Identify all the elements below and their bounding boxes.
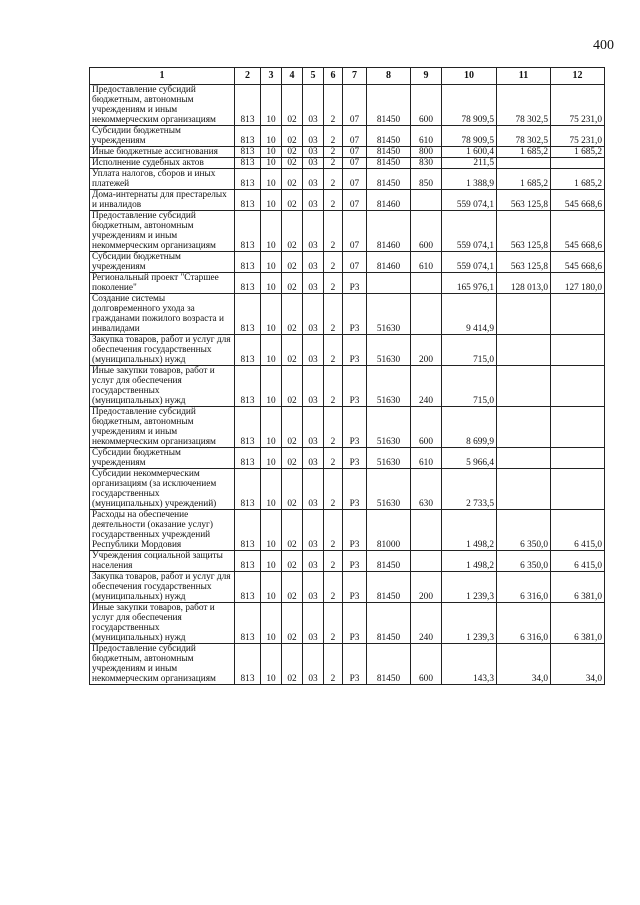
row-code-program: 03 — [303, 294, 324, 335]
row-code-section: 10 — [261, 85, 282, 126]
row-amount-current: 2 733,5 — [442, 469, 497, 510]
row-amount-current: 715,0 — [442, 366, 497, 407]
row-code-subprogram: 2 — [324, 366, 343, 407]
row-code-subprogram: 2 — [324, 469, 343, 510]
row-amount-next — [497, 407, 551, 448]
row-amount-following: 1 685,2 — [551, 147, 605, 158]
row-code-program: 03 — [303, 510, 324, 551]
column-header: 8 — [367, 68, 411, 85]
table-row — [90, 147, 605, 158]
row-code-direction: 51630 — [367, 448, 411, 469]
row-code-program: 03 — [303, 190, 324, 211]
row-code-subsection: 02 — [282, 126, 303, 147]
row-code-expense-type: 850 — [411, 169, 442, 190]
column-header: 7 — [343, 68, 367, 85]
table-row — [90, 273, 605, 294]
row-code-admin: 813 — [235, 169, 261, 190]
row-code-program: 03 — [303, 147, 324, 158]
row-code-event: P3 — [343, 603, 367, 644]
row-code-subprogram: 2 — [324, 273, 343, 294]
row-code-expense-type: 240 — [411, 366, 442, 407]
row-code-subprogram: 2 — [324, 211, 343, 252]
row-name: Субсидии бюджетным учреждениям — [90, 448, 235, 469]
row-amount-current: 559 074,1 — [442, 190, 497, 211]
row-amount-following: 1 685,2 — [551, 169, 605, 190]
row-amount-next — [497, 294, 551, 335]
row-code-section: 10 — [261, 335, 282, 366]
row-code-expense-type: 600 — [411, 211, 442, 252]
row-code-event: P3 — [343, 366, 367, 407]
row-amount-next: 78 302,5 — [497, 85, 551, 126]
row-code-program: 03 — [303, 85, 324, 126]
row-name: Создание системы долговременного ухода за гражданами пожилого возраста и инвалидами — [90, 294, 235, 335]
row-code-section: 10 — [261, 147, 282, 158]
row-code-direction: 81450 — [367, 603, 411, 644]
row-code-subsection: 02 — [282, 469, 303, 510]
row-amount-next — [497, 469, 551, 510]
table-row — [90, 294, 605, 335]
page-number: 400 — [593, 38, 614, 53]
row-name: Субсидии бюджетным учреждениям — [90, 126, 235, 147]
row-code-direction: 81450 — [367, 169, 411, 190]
row-code-expense-type: 610 — [411, 448, 442, 469]
row-code-subprogram: 2 — [324, 294, 343, 335]
row-code-subsection: 02 — [282, 294, 303, 335]
row-code-subprogram: 2 — [324, 85, 343, 126]
row-amount-current: 559 074,1 — [442, 252, 497, 273]
row-amount-following: 75 231,0 — [551, 85, 605, 126]
row-code-event: 07 — [343, 126, 367, 147]
row-code-program: 03 — [303, 407, 324, 448]
row-code-subprogram: 2 — [324, 644, 343, 685]
row-code-program: 03 — [303, 273, 324, 294]
row-code-admin: 813 — [235, 273, 261, 294]
row-code-program: 03 — [303, 126, 324, 147]
row-amount-following: 545 668,6 — [551, 252, 605, 273]
row-code-section: 10 — [261, 190, 282, 211]
row-amount-following — [551, 335, 605, 366]
row-code-event: P3 — [343, 510, 367, 551]
table-row — [90, 190, 605, 211]
row-code-subprogram: 2 — [324, 603, 343, 644]
row-code-program: 03 — [303, 335, 324, 366]
row-amount-current: 211,5 — [442, 158, 497, 169]
row-name: Учреждения социальной защиты населения — [90, 551, 235, 572]
row-code-section: 10 — [261, 158, 282, 169]
row-code-subsection: 02 — [282, 510, 303, 551]
row-code-subprogram: 2 — [324, 448, 343, 469]
row-code-program: 03 — [303, 158, 324, 169]
row-code-section: 10 — [261, 603, 282, 644]
row-code-event: P3 — [343, 469, 367, 510]
row-code-admin: 813 — [235, 407, 261, 448]
row-code-admin: 813 — [235, 448, 261, 469]
row-code-event: 07 — [343, 252, 367, 273]
row-code-subprogram: 2 — [324, 158, 343, 169]
row-code-subsection: 02 — [282, 169, 303, 190]
row-amount-current: 1 600,4 — [442, 147, 497, 158]
row-amount-current: 143,3 — [442, 644, 497, 685]
table-row — [90, 603, 605, 644]
table-row — [90, 211, 605, 252]
row-code-subsection: 02 — [282, 158, 303, 169]
row-amount-current: 1 239,3 — [442, 603, 497, 644]
row-amount-following: 127 180,0 — [551, 273, 605, 294]
row-code-subprogram: 2 — [324, 335, 343, 366]
row-amount-current: 165 976,1 — [442, 273, 497, 294]
row-code-direction: 81460 — [367, 190, 411, 211]
table-row — [90, 469, 605, 510]
row-code-subsection: 02 — [282, 85, 303, 126]
row-amount-next: 6 350,0 — [497, 510, 551, 551]
table-row — [90, 85, 605, 126]
row-amount-current: 9 414,9 — [442, 294, 497, 335]
table-row — [90, 252, 605, 273]
column-header: 5 — [303, 68, 324, 85]
row-code-section: 10 — [261, 644, 282, 685]
row-code-expense-type: 200 — [411, 572, 442, 603]
row-code-program: 03 — [303, 644, 324, 685]
row-code-direction: 81450 — [367, 126, 411, 147]
row-amount-following: 6 381,0 — [551, 603, 605, 644]
row-code-subsection: 02 — [282, 190, 303, 211]
table-row — [90, 510, 605, 551]
row-code-event: 07 — [343, 85, 367, 126]
row-code-event: P3 — [343, 294, 367, 335]
row-code-expense-type: 630 — [411, 469, 442, 510]
column-header: 12 — [551, 68, 605, 85]
row-code-program: 03 — [303, 211, 324, 252]
row-code-direction: 81450 — [367, 85, 411, 126]
table-body — [90, 85, 605, 685]
row-code-section: 10 — [261, 211, 282, 252]
row-amount-next: 34,0 — [497, 644, 551, 685]
row-name: Субсидии бюджетным учреждениям — [90, 252, 235, 273]
column-header: 2 — [235, 68, 261, 85]
header-row — [90, 68, 605, 85]
row-code-expense-type — [411, 273, 442, 294]
column-header: 9 — [411, 68, 442, 85]
row-code-expense-type: 830 — [411, 158, 442, 169]
row-name: Предоставление субсидий бюджетным, автономным учреждениям и иным некоммерческим организациям — [90, 407, 235, 448]
row-code-subprogram: 2 — [324, 147, 343, 158]
row-code-subprogram: 2 — [324, 572, 343, 603]
row-code-event: 07 — [343, 190, 367, 211]
row-code-subprogram: 2 — [324, 252, 343, 273]
row-amount-next — [497, 335, 551, 366]
row-amount-next: 78 302,5 — [497, 126, 551, 147]
row-amount-current: 1 388,9 — [442, 169, 497, 190]
row-code-subsection: 02 — [282, 603, 303, 644]
row-amount-following: 545 668,6 — [551, 190, 605, 211]
row-code-admin: 813 — [235, 85, 261, 126]
row-amount-next: 1 685,2 — [497, 147, 551, 158]
row-code-subprogram: 2 — [324, 126, 343, 147]
row-code-subsection: 02 — [282, 366, 303, 407]
row-code-section: 10 — [261, 469, 282, 510]
row-code-event: P3 — [343, 448, 367, 469]
row-name: Расходы на обеспечение деятельности (оказание услуг) государственных учреждений Республики Мордовия — [90, 510, 235, 551]
row-amount-next: 6 316,0 — [497, 572, 551, 603]
row-name: Дома-интернаты для престарелых и инвалидов — [90, 190, 235, 211]
row-amount-current: 8 699,9 — [442, 407, 497, 448]
row-code-subsection: 02 — [282, 273, 303, 294]
row-code-program: 03 — [303, 551, 324, 572]
row-amount-next: 6 316,0 — [497, 603, 551, 644]
row-name: Предоставление субсидий бюджетным, автономным учреждениям и иным некоммерческим организациям — [90, 644, 235, 685]
row-name: Иные закупки товаров, работ и услуг для обеспечения государственных (муниципальных) нужд — [90, 366, 235, 407]
row-code-subsection: 02 — [282, 211, 303, 252]
row-amount-current: 1 239,3 — [442, 572, 497, 603]
row-amount-current: 5 966,4 — [442, 448, 497, 469]
row-code-direction: 51630 — [367, 366, 411, 407]
budget-table — [89, 67, 605, 685]
row-code-subprogram: 2 — [324, 169, 343, 190]
row-code-event: P3 — [343, 407, 367, 448]
row-amount-current: 559 074,1 — [442, 211, 497, 252]
row-code-expense-type: 800 — [411, 147, 442, 158]
table-row — [90, 407, 605, 448]
table-row — [90, 169, 605, 190]
row-amount-following — [551, 366, 605, 407]
row-code-subsection: 02 — [282, 407, 303, 448]
column-header: 10 — [442, 68, 497, 85]
row-code-admin: 813 — [235, 469, 261, 510]
row-code-program: 03 — [303, 603, 324, 644]
row-code-section: 10 — [261, 448, 282, 469]
column-header: 6 — [324, 68, 343, 85]
row-amount-following — [551, 294, 605, 335]
row-amount-current: 1 498,2 — [442, 551, 497, 572]
row-name: Предоставление субсидий бюджетным, автономным учреждениям и иным некоммерческим организациям — [90, 211, 235, 252]
row-code-admin: 813 — [235, 335, 261, 366]
row-code-subprogram: 2 — [324, 190, 343, 211]
row-code-direction: 81450 — [367, 147, 411, 158]
row-code-program: 03 — [303, 252, 324, 273]
row-code-direction: 81460 — [367, 211, 411, 252]
row-amount-following: 6 415,0 — [551, 551, 605, 572]
row-name: Предоставление субсидий бюджетным, автономным учреждениям и иным некоммерческим организациям — [90, 85, 235, 126]
row-code-section: 10 — [261, 510, 282, 551]
row-code-section: 10 — [261, 126, 282, 147]
row-code-admin: 813 — [235, 603, 261, 644]
row-code-event: P3 — [343, 551, 367, 572]
row-name: Закупка товаров, работ и услуг для обеспечения государственных (муниципальных) нужд — [90, 572, 235, 603]
row-code-direction: 81450 — [367, 158, 411, 169]
row-amount-current: 715,0 — [442, 335, 497, 366]
row-amount-next — [497, 366, 551, 407]
row-code-subsection: 02 — [282, 252, 303, 273]
table-row — [90, 366, 605, 407]
row-amount-following — [551, 407, 605, 448]
row-code-subsection: 02 — [282, 551, 303, 572]
table-row — [90, 126, 605, 147]
row-amount-next: 563 125,8 — [497, 190, 551, 211]
row-name: Исполнение судебных актов — [90, 158, 235, 169]
row-code-section: 10 — [261, 273, 282, 294]
row-code-event: 07 — [343, 147, 367, 158]
row-code-expense-type: 600 — [411, 407, 442, 448]
row-code-direction: 81000 — [367, 510, 411, 551]
row-code-direction: 81450 — [367, 551, 411, 572]
row-code-admin: 813 — [235, 551, 261, 572]
row-amount-following — [551, 448, 605, 469]
row-code-admin: 813 — [235, 190, 261, 211]
row-code-admin: 813 — [235, 510, 261, 551]
row-code-admin: 813 — [235, 294, 261, 335]
row-amount-current: 78 909,5 — [442, 85, 497, 126]
row-code-section: 10 — [261, 572, 282, 603]
row-code-subsection: 02 — [282, 572, 303, 603]
row-code-expense-type — [411, 551, 442, 572]
row-code-section: 10 — [261, 407, 282, 448]
row-amount-current: 1 498,2 — [442, 510, 497, 551]
row-amount-next: 6 350,0 — [497, 551, 551, 572]
row-amount-next — [497, 448, 551, 469]
row-code-section: 10 — [261, 169, 282, 190]
row-code-subsection: 02 — [282, 644, 303, 685]
row-code-expense-type: 610 — [411, 252, 442, 273]
row-code-direction: 51630 — [367, 335, 411, 366]
row-amount-current: 78 909,5 — [442, 126, 497, 147]
row-amount-following — [551, 158, 605, 169]
row-code-subprogram: 2 — [324, 407, 343, 448]
row-code-admin: 813 — [235, 126, 261, 147]
row-name: Иные бюджетные ассигнования — [90, 147, 235, 158]
row-code-event: P3 — [343, 273, 367, 294]
row-code-direction — [367, 273, 411, 294]
row-amount-next: 128 013,0 — [497, 273, 551, 294]
row-code-subprogram: 2 — [324, 510, 343, 551]
row-amount-following: 545 668,6 — [551, 211, 605, 252]
row-code-direction: 81450 — [367, 572, 411, 603]
row-code-expense-type: 600 — [411, 644, 442, 685]
row-code-admin: 813 — [235, 158, 261, 169]
row-name: Региональный проект "Старшее поколение" — [90, 273, 235, 294]
row-code-program: 03 — [303, 572, 324, 603]
row-code-event: 07 — [343, 158, 367, 169]
row-code-section: 10 — [261, 551, 282, 572]
row-code-subsection: 02 — [282, 335, 303, 366]
row-code-direction: 81450 — [367, 644, 411, 685]
table-row — [90, 644, 605, 685]
row-amount-next: 563 125,8 — [497, 211, 551, 252]
row-code-admin: 813 — [235, 252, 261, 273]
row-code-subprogram: 2 — [324, 551, 343, 572]
row-code-subsection: 02 — [282, 147, 303, 158]
row-code-program: 03 — [303, 448, 324, 469]
row-code-event: 07 — [343, 211, 367, 252]
column-header: 1 — [90, 68, 235, 85]
column-header: 3 — [261, 68, 282, 85]
column-header: 11 — [497, 68, 551, 85]
row-code-program: 03 — [303, 469, 324, 510]
row-code-direction: 51630 — [367, 469, 411, 510]
row-code-expense-type: 200 — [411, 335, 442, 366]
row-code-subsection: 02 — [282, 448, 303, 469]
row-code-event: P3 — [343, 644, 367, 685]
row-amount-following — [551, 469, 605, 510]
row-code-event: 07 — [343, 169, 367, 190]
row-amount-next — [497, 158, 551, 169]
row-code-admin: 813 — [235, 644, 261, 685]
table-row — [90, 335, 605, 366]
row-code-section: 10 — [261, 294, 282, 335]
row-code-program: 03 — [303, 366, 324, 407]
row-code-section: 10 — [261, 252, 282, 273]
row-name: Закупка товаров, работ и услуг для обеспечения государственных (муниципальных) нужд — [90, 335, 235, 366]
row-name: Субсидии некоммерческим организациям (за исключением государственных (муниципальных) учреждений) — [90, 469, 235, 510]
table-row — [90, 448, 605, 469]
column-header: 4 — [282, 68, 303, 85]
row-name: Уплата налогов, сборов и иных платежей — [90, 169, 235, 190]
row-code-expense-type: 600 — [411, 85, 442, 126]
row-code-event: P3 — [343, 572, 367, 603]
row-amount-following: 6 381,0 — [551, 572, 605, 603]
row-amount-following: 6 415,0 — [551, 510, 605, 551]
row-code-expense-type — [411, 190, 442, 211]
row-code-direction: 81460 — [367, 252, 411, 273]
row-code-expense-type — [411, 510, 442, 551]
row-code-admin: 813 — [235, 211, 261, 252]
row-code-admin: 813 — [235, 366, 261, 407]
row-amount-next: 563 125,8 — [497, 252, 551, 273]
table-row — [90, 551, 605, 572]
row-code-expense-type: 240 — [411, 603, 442, 644]
table-row — [90, 572, 605, 603]
table-row — [90, 158, 605, 169]
row-code-admin: 813 — [235, 147, 261, 158]
row-amount-next: 1 685,2 — [497, 169, 551, 190]
row-amount-following: 34,0 — [551, 644, 605, 685]
row-code-direction: 51630 — [367, 407, 411, 448]
row-code-expense-type: 610 — [411, 126, 442, 147]
row-amount-following: 75 231,0 — [551, 126, 605, 147]
row-code-section: 10 — [261, 366, 282, 407]
row-code-program: 03 — [303, 169, 324, 190]
row-code-event: P3 — [343, 335, 367, 366]
row-name: Иные закупки товаров, работ и услуг для обеспечения государственных (муниципальных) нужд — [90, 603, 235, 644]
row-code-admin: 813 — [235, 572, 261, 603]
row-code-expense-type — [411, 294, 442, 335]
row-code-direction: 51630 — [367, 294, 411, 335]
